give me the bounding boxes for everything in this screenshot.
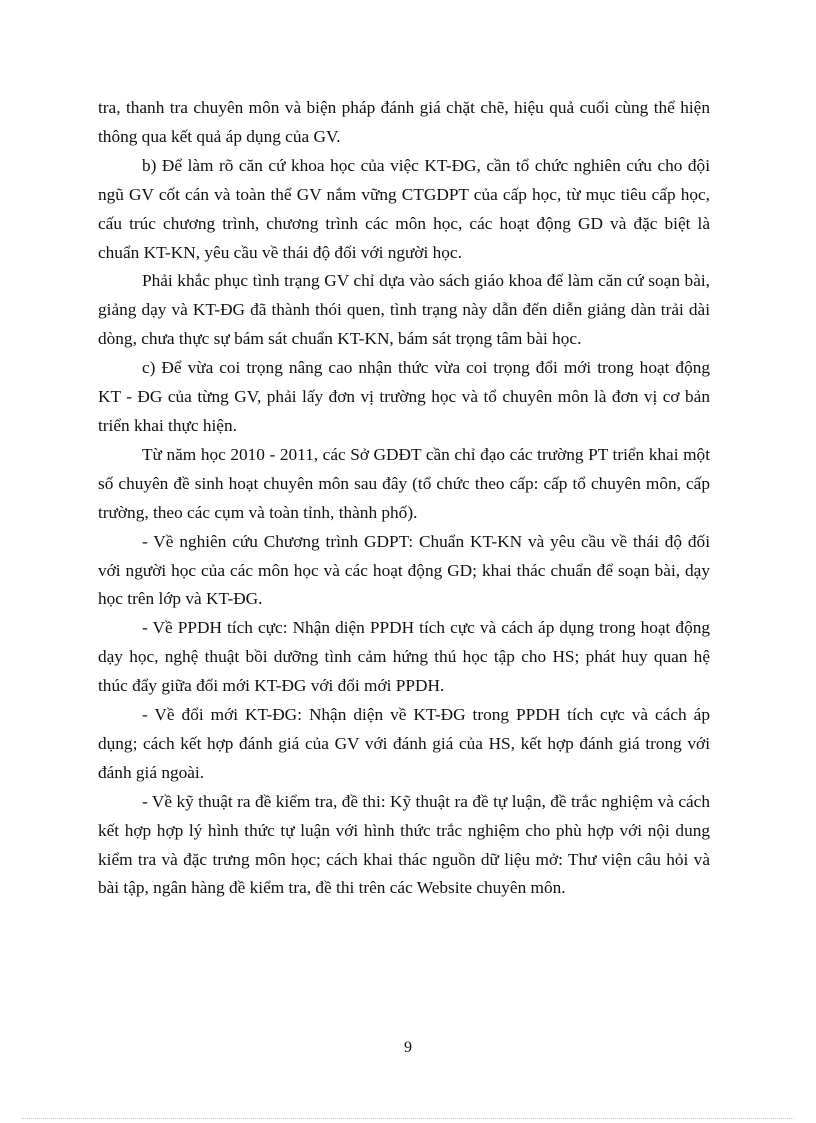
paragraph-textbook-dependency: Phải khắc phục tình trạng GV chỉ dựa vào sách giáo khoa để làm căn cứ soạn bài, giảng dạy và KT-ĐG đã thành thói quen, tình trạng này dẫn đến diễn giảng dàn trải dài dòng, chưa thực sự bám sát chuẩn KT-KN, bám sát trọng tâm bài học. (98, 271, 710, 349)
paragraph-bullet-program: - Về nghiên cứu Chương trình GDPT: Chuẩn KT-KN và yêu cầu về thái độ đối với người học của các môn học và các hoạt động GD; khai thác chuẩn để soạn bài, dạy học trên lớp và KT-ĐG. (98, 531, 710, 609)
paragraph-item-b: b) Để làm rõ căn cứ khoa học của việc KT-ĐG, cần tổ chức nghiên cứu cho đội ngũ GV cốt cán và toàn thể GV nắm vững CTGDPT của cấp học, từ mục tiêu cấp học, cấu trúc chương trình, chương trình các môn học, các hoạt động GD và đặc biệt là chuẩn KT-KN, yêu cầu về thái độ đối với người học. (98, 155, 710, 262)
page-bottom-divider (22, 1118, 794, 1119)
page-number: 9 (404, 1039, 412, 1056)
paragraph-item-c: c) Để vừa coi trọng nâng cao nhận thức vừa coi trọng đổi mới trong hoạt động KT - ĐG của từng GV, phải lấy đơn vị trường học và tổ chuyên môn là đơn vị cơ bản triển khai thực hiện. (98, 358, 710, 435)
paragraph-school-year: Từ năm học 2010 - 2011, các Sở GDĐT cần chỉ đạo các trường PT triển khai một số chuyên đề sinh hoạt chuyên môn sau đây (tổ chức theo cấp: cấp tổ chuyên môn, cấp trường, theo các cụm và toàn tỉnh, thành phố). (98, 444, 710, 522)
paragraph-continuation: tra, thanh tra chuyên môn và biện pháp đánh giá chặt chẽ, hiệu quả cuối cùng thể hiện thông qua kết quả áp dụng của GV. (98, 98, 710, 146)
paragraph-bullet-assessment: - Về đổi mới KT-ĐG: Nhận diện về KT-ĐG trong PPDH tích cực và cách áp dụng; cách kết hợp đánh giá của GV với đánh giá của HS, kết hợp đánh giá trong với đánh giá ngoài. (98, 705, 710, 782)
paragraph-bullet-active-methods: - Về PPDH tích cực: Nhận diện PPDH tích cực và cách áp dụng trong hoạt động dạy học, nghệ thuật bồi dưỡng tình cảm hứng thú học tập cho HS; phát huy quan hệ thúc đẩy giữa đổi mới KT-ĐG với đổi mới PPDH. (98, 618, 710, 696)
body-text (98, 94, 710, 903)
paragraph-bullet-exam-techniques: - Về kỹ thuật ra đề kiểm tra, đề thi: Kỹ thuật ra đề tự luận, đề trắc nghiệm và cách kết hợp hợp lý hình thức tự luận với hình thức trắc nghiệm cho phù hợp với nội dung kiểm tra và đặc trưng môn học; cách khai thác nguồn dữ liệu mở: Thư viện câu hỏi và bài tập, ngân hàng đề kiểm tra, đề thi trên các Website chuyên môn. (98, 791, 710, 898)
